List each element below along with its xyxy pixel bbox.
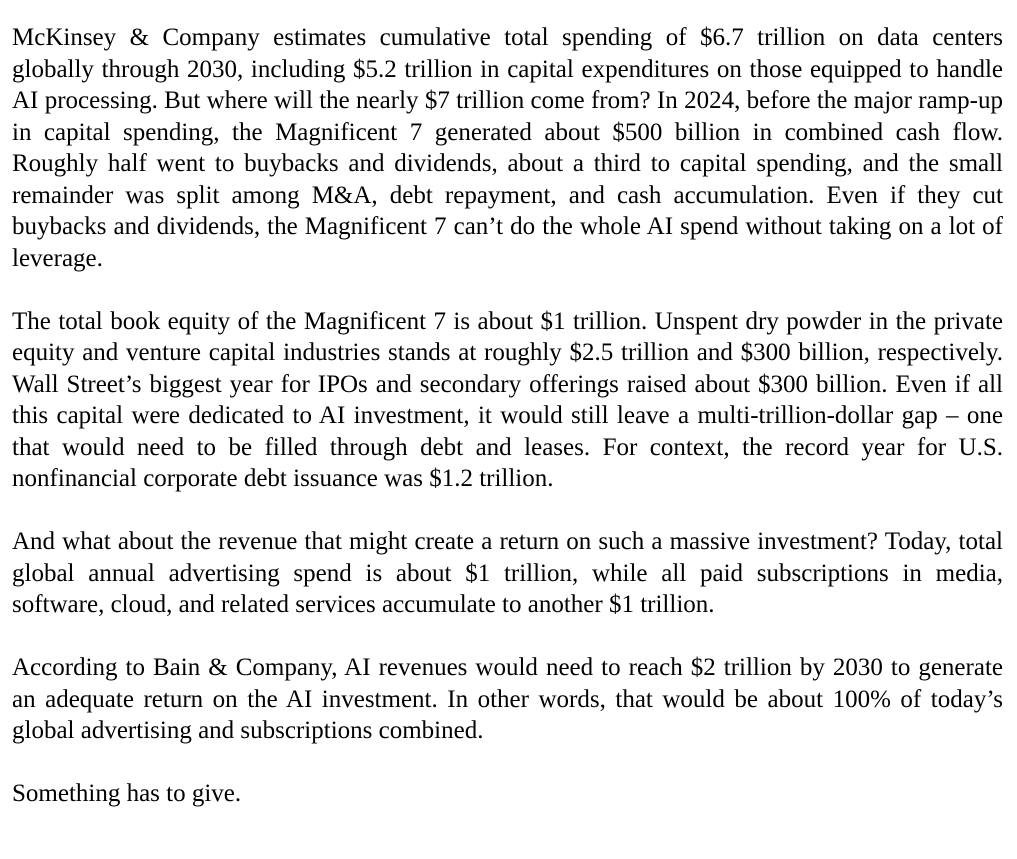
document-body [12,22,1003,810]
paragraph-capital-gap: The total book equity of the Magnificent 7 is about $1 trillion. Unspent dry powder in the private equity and venture capital industries stands at roughly $2.5 trillion and $300 billion, respectively. Wall Street’s biggest year for IPOs and secondary offerings raised about $300 billion. Even if all this capital were dedicated to AI investment, it would still leave a multi-trillion-dollar gap – one that would need to be filled through debt and leases. For context, the record year for U.S. nonfinancial corporate debt issuance was $1.2 trillion. [12,307,1003,492]
paragraph-revenue-question: And what about the revenue that might create a return on such a massive investment? Today, total global annual advertising spend is about $1 trillion, while all paid subscriptions in media, software, cloud, and related services accumulate to another $1 trillion. [12,528,1003,618]
paragraph-data-center-spending: McKinsey & Company estimates cumulative total spending of $6.7 trillion on data centers globally through 2030, including $5.2 trillion in capital expenditures on those equipped to handle AI processing. But where will the nearly $7 trillion come from? In 2024, before the major ramp-up in capital spending, the Magnificent 7 generated about $500 billion in combined cash flow. Roughly half went to buybacks and dividends, about a third to capital spending, and the small remainder was split among M&A, debt repayment, and cash accumulation. Even if they cut buybacks and dividends, the Magnificent 7 can’t do the whole AI spend without taking on a lot of leverage. [12,24,1003,272]
paragraph-bain-estimate: According to Bain & Company, AI revenues would need to reach $2 trillion by 2030 to generate an adequate return on the AI investment. In other words, that would be about 100% of today’s global advertising and subscriptions combined. [12,654,1003,744]
paragraph-conclusion: Something has to give. [12,780,242,807]
